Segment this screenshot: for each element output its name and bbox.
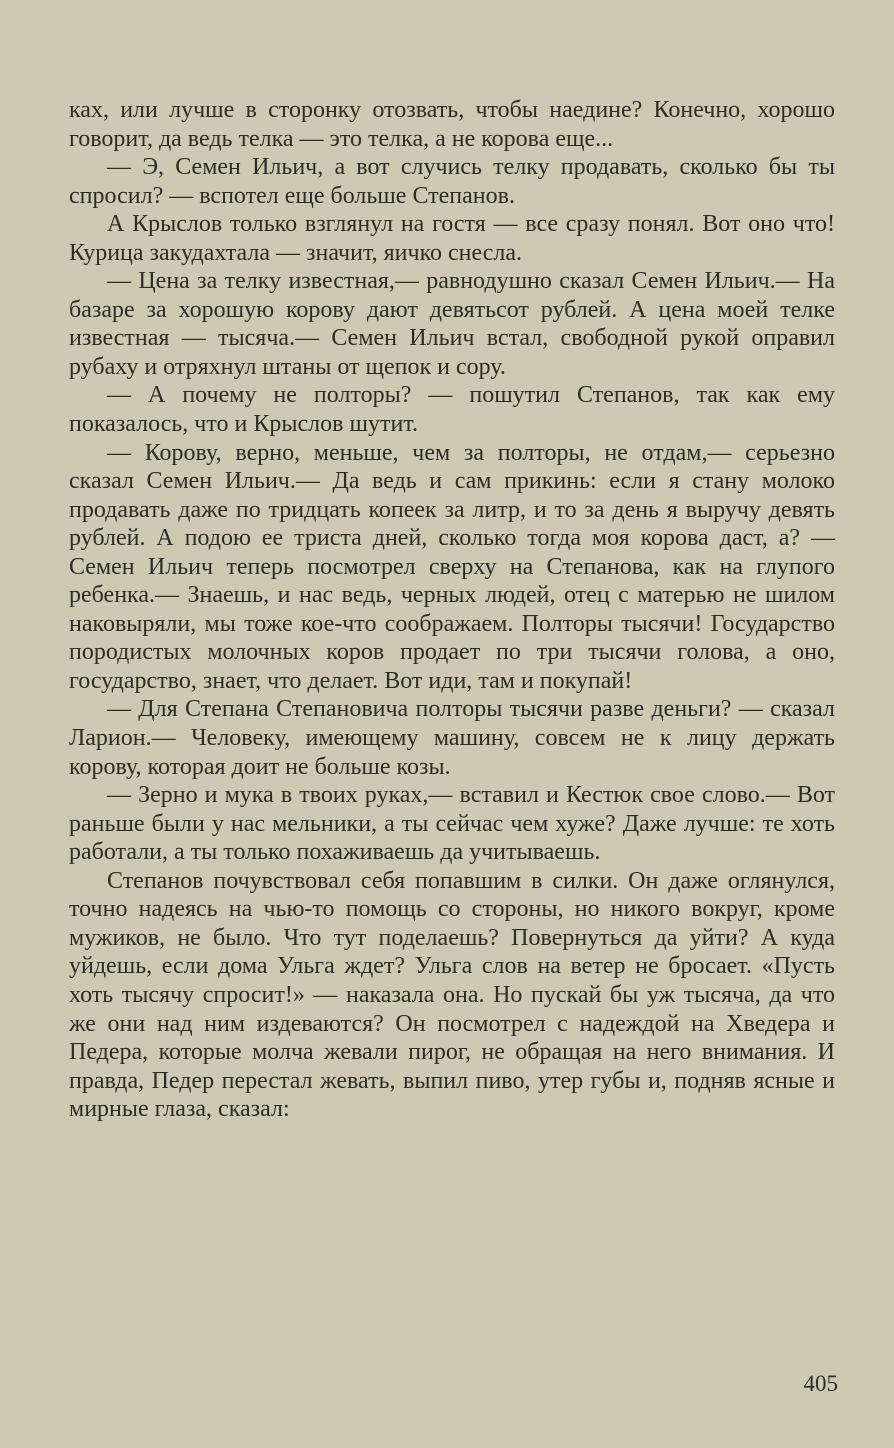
paragraph-4: — Цена за телку известная,— равнодушно сказал Семен Ильич.— На базаре за хорошую корову дают девятьсот рублей. А цена моей телке известная — тысяча.— Семен Ильич встал, свободной рукой оправил рубаху и отряхнул штаны от щепок и сору. (69, 268, 835, 380)
paragraph-1: ках, или лучше в сторонку отозвать, чтобы наедине? Конечно, хорошо говорит, да ведь телка — это телка, а не корова еще... (69, 97, 835, 152)
paragraph-6: — Корову, верно, меньше, чем за полторы, не отдам,— серьезно сказал Семен Ильич.— Да ведь и сам прикинь: если я стану молоко продавать даже по тридцать копеек за литр, и то за день я выручу девять рублей. А подою ее триста дней, сколько тогда моя корова даст, а? — Семен Ильич теперь посмотрел сверху на Степанова, как на глупого ребенка.— Знаешь, и нас ведь, черных людей, отец с матерью не шилом наковыряли, мы тоже кое-что соображаем. Полторы тысячи! Государство породистых молочных коров продает по три тысячи голова, а оно, государство, знает, что делает. Вот иди, там и покупай! (69, 439, 835, 694)
page-body-text (69, 96, 835, 1124)
paragraph-3: А Крыслов только взглянул на гостя — все сразу понял. Вот оно что! Курица закудахтала — значит, яичко снесла. (69, 211, 835, 266)
paragraph-7: — Для Степана Степановича полторы тысячи разве деньги? — сказал Ларион.— Человеку, имеющему машину, совсем не к лицу держать корову, которая доит не больше козы. (69, 696, 835, 780)
page-number: 405 (803, 1371, 838, 1396)
paragraph-8: — Зерно и мука в твоих руках,— вставил и Кестюк свое слово.— Вот раньше были у нас мельники, а ты сейчас чем хуже? Даже лучше: те хоть работали, а ты только похаживаешь да учитываешь. (69, 782, 835, 866)
paragraph-2: — Э, Семен Ильич, а вот случись телку продавать, сколько бы ты спросил? — вспотел еще больше Степанов. (69, 154, 835, 209)
paragraph-9: Степанов почувствовал себя попавшим в силки. Он даже оглянулся, точно надеясь на чью-то помощь со стороны, но никого вокруг, кроме мужиков, не было. Что тут поделаешь? Повернуться да уйти? А куда уйдешь, если дома Ульга ждет? Ульга слов на ветер не бросает. «Пусть хоть тысячу спросит!» — наказала она. Но пускай бы уж тысяча, да что же они над ним издеваются? Он посмотрел с надеждой на Хведера и Педера, которые молча жевали пирог, не обращая на него внимания. И правда, Педер перестал жевать, выпил пиво, утер губы и, подняв ясные и мирные глаза, сказал: (69, 867, 835, 1123)
paragraph-5: — А почему не полторы? — пошутил Степанов, так как ему показалось, что и Крыслов шутит. (69, 382, 835, 438)
